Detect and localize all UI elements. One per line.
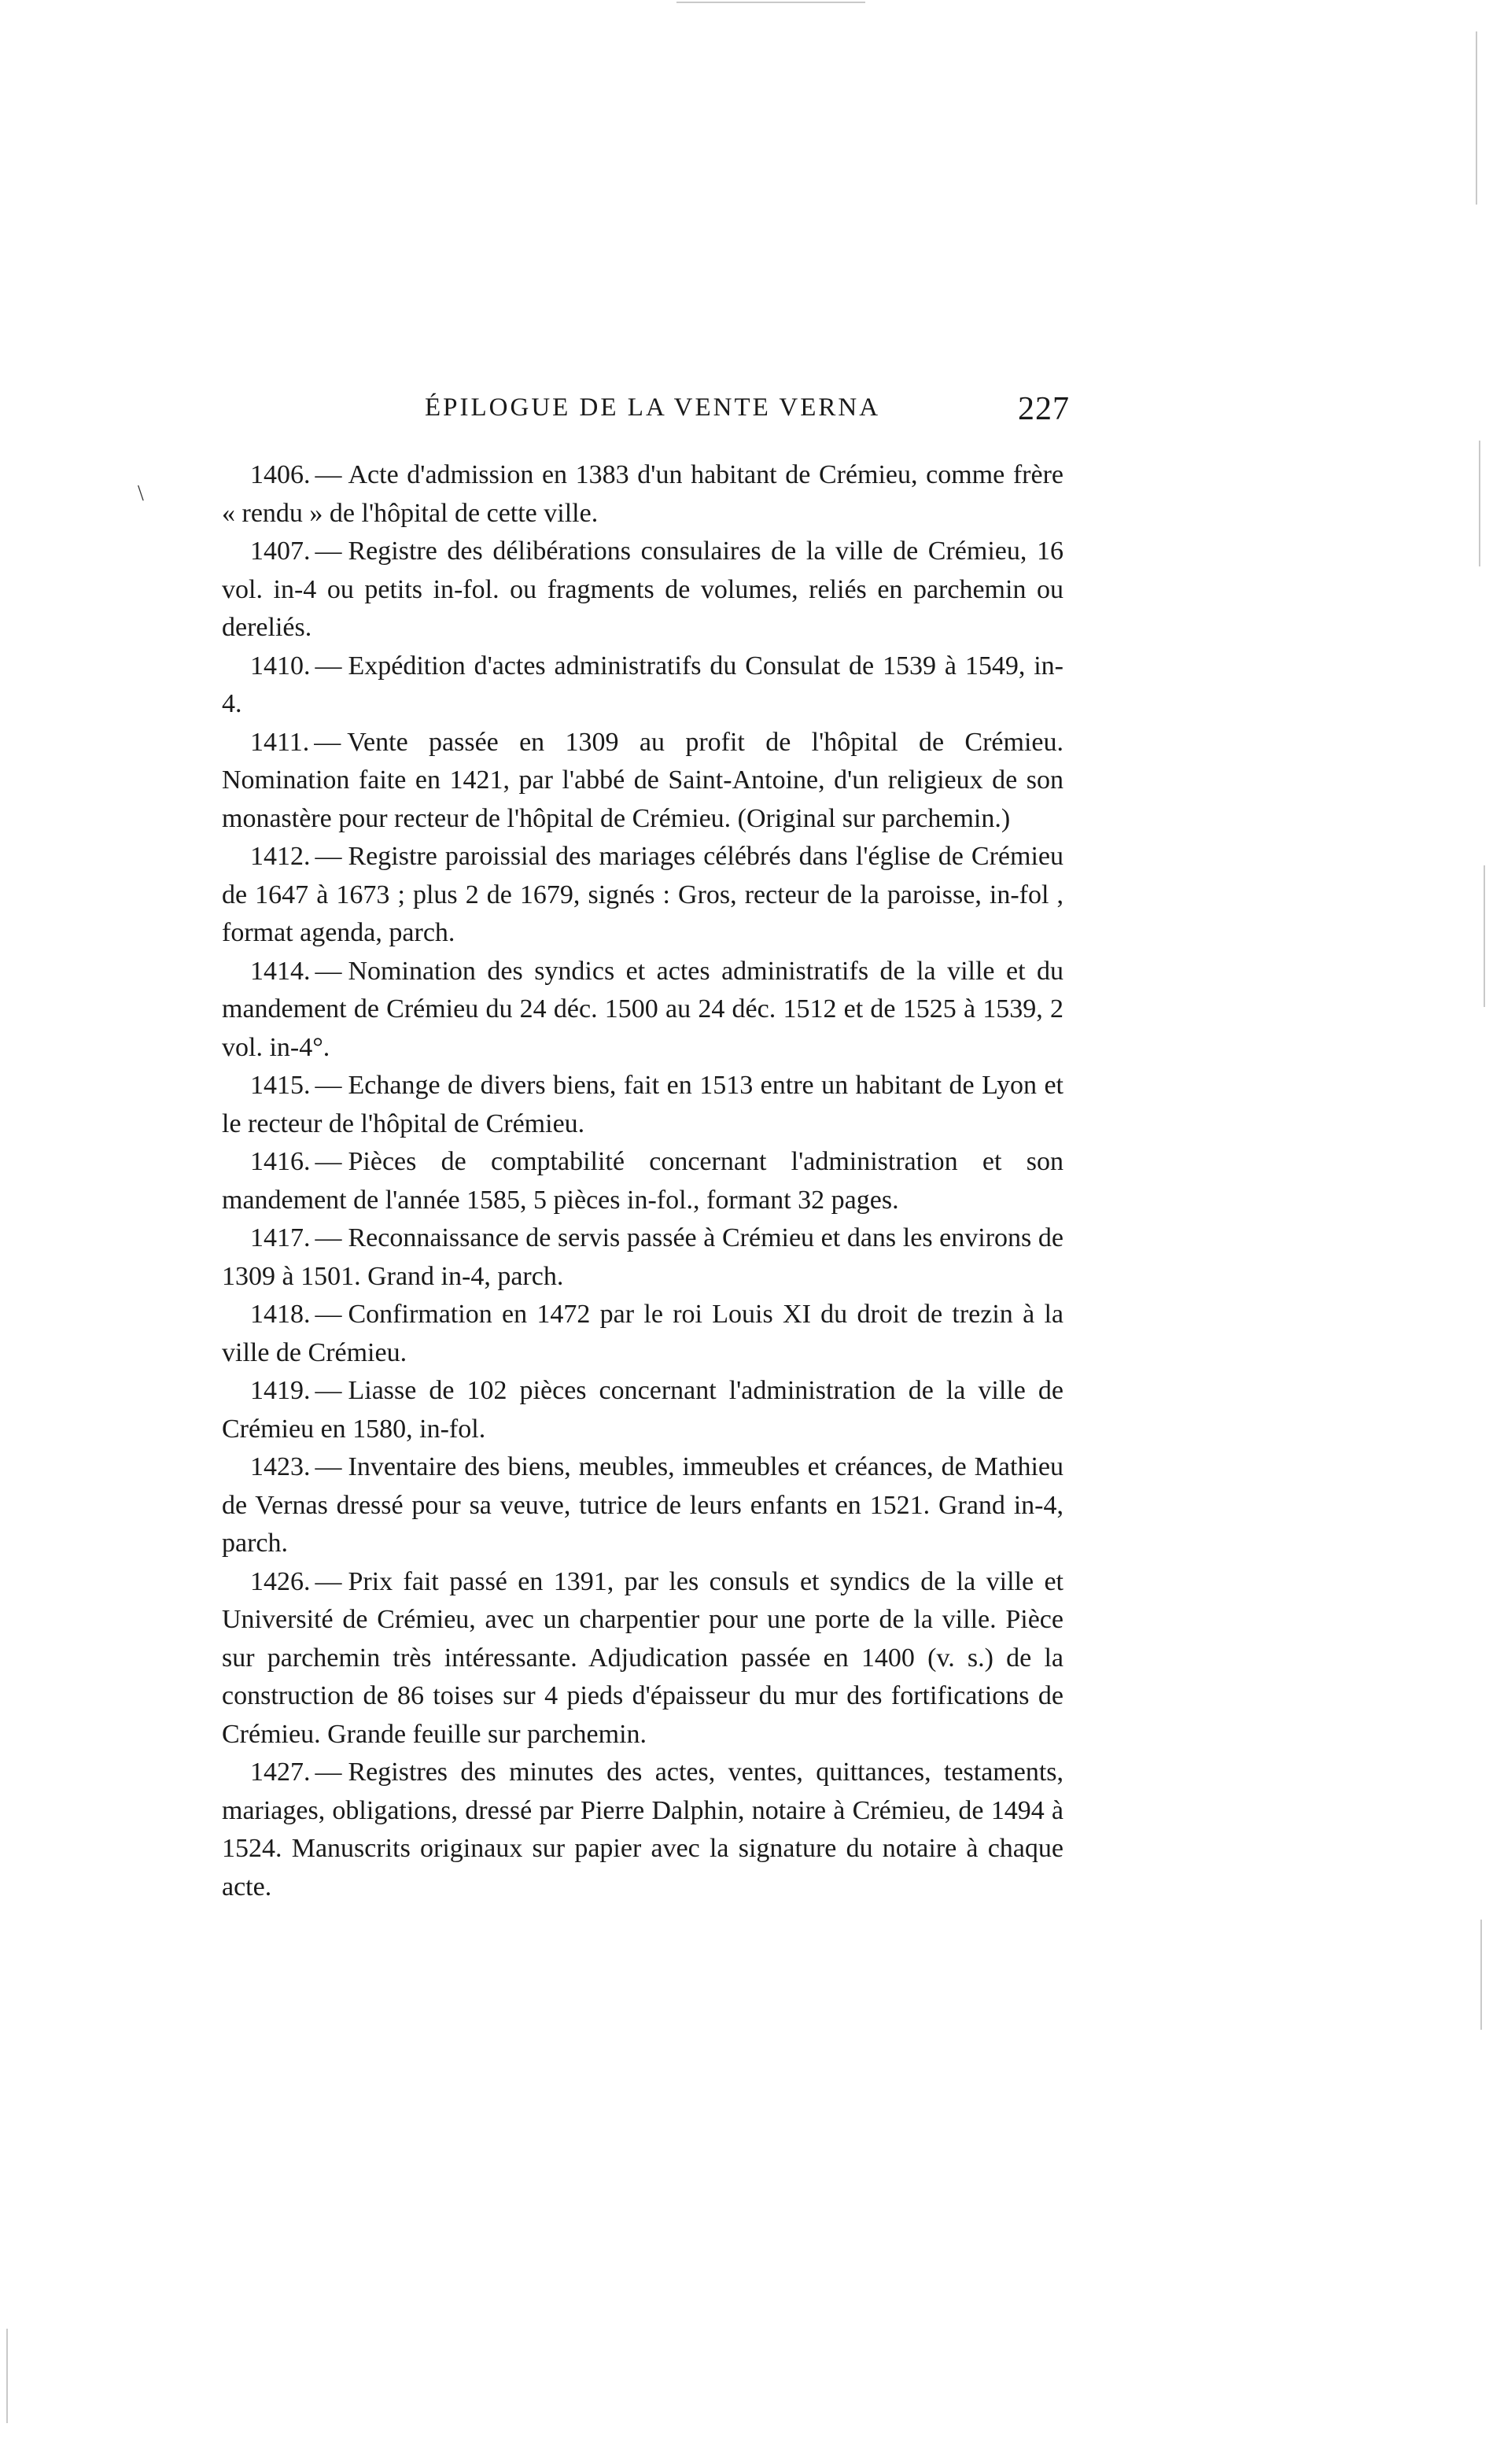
entry-number: 1417. bbox=[250, 1223, 311, 1252]
catalogue-entry: 1414. — Nomination des syndics et actes administratifs de la ville et du mandement de Crémieu du 24 déc. 1500 au 24 déc. 1512 et de 1525 à 1539, 2 vol. in-4°. bbox=[222, 956, 1063, 1062]
entry-number: 1415. bbox=[250, 1071, 311, 1100]
scan-mark bbox=[1479, 441, 1480, 566]
catalogue-entry: 1417. — Reconnaissance de servis passée à Crémieu et dans les environs de 1309 à 1501. Grand in-4, parch. bbox=[222, 1223, 1063, 1291]
entry-number: 1407. bbox=[250, 537, 311, 566]
catalogue-entry: 1412. — Registre paroissial des mariages célébrés dans l'église de Crémieu de 1647 à 1673 ; plus 2 de 1679, signés : Gros, recteur de la paroisse, in-fol , format agenda, parch. bbox=[222, 842, 1063, 947]
entry-text: Registre paroissial des mariages célébrés dans l'église de Crémieu de 1647 à 1673 ; plus 2 de 1679, signés : Gros, recteur de la paroisse, in-fol , format agenda, parch. bbox=[222, 842, 1063, 947]
catalogue-entry: 1406. — Acte d'admission en 1383 d'un habitant de Crémieu, comme frère « rendu » de l'hôpital de cette ville. bbox=[222, 460, 1063, 528]
catalogue-entry: 1426. — Prix fait passé en 1391, par les consuls et syndics de la ville et Université de Crémieu, avec un charpentier pour une porte de la ville. Pièce sur parchemin très intéressante. Adjudication passée en 1400 (v. s.) de la construction de 86 toises sur 4 pieds d'épaisseur du mur des fortifications de Crémieu. Grande feuille sur parchemin. bbox=[222, 1566, 1063, 1749]
entry-number: 1427. bbox=[250, 1758, 311, 1787]
entry-text: Echange de divers biens, fait en 1513 entre un habitant de Lyon et le recteur de l'hôpital de Crémieu. bbox=[222, 1071, 1063, 1138]
entry-number: 1410. bbox=[250, 651, 311, 681]
entry-text: Prix fait passé en 1391, par les consuls et syndics de la ville et Université de Crémieu, avec un charpentier pour une porte de la ville. Pièce sur parchemin très intéressante. Adjudication passée en 1400 (v. s.) de la construction de 86 toises sur 4 pieds d'épaisseur du mur des fortifications de Crémieu. Grande feuille sur parchemin. bbox=[222, 1566, 1063, 1749]
entry-text: Nomination des syndics et actes administratifs de la ville et du mandement de Crémieu du 24 déc. 1500 au 24 déc. 1512 et de 1525 à 1539, 2 vol. in-4°. bbox=[222, 956, 1063, 1062]
scan-mark bbox=[1476, 31, 1477, 205]
entry-text: Reconnaissance de servis passée à Crémieu et dans les environs de 1309 à 1501. Grand in-4, parch. bbox=[222, 1223, 1063, 1291]
entry-number: 1414. bbox=[250, 956, 311, 986]
entry-text: Inventaire des biens, meubles, immeubles et créances, de Mathieu de Vernas dressé pour sa veuve, tutrice de leurs enfants en 1521. Grand in-4, parch. bbox=[222, 1452, 1063, 1558]
catalogue-entry: 1416. — Pièces de comptabilité concernant l'administration et son mandement de l'année 1585, 5 pièces in-fol., formant 32 pages. bbox=[222, 1147, 1063, 1215]
entry-number: 1418. bbox=[250, 1300, 311, 1329]
catalogue-entries bbox=[222, 456, 1063, 1906]
scan-mark bbox=[676, 2, 865, 3]
entry-text: Pièces de comptabilité concernant l'administration et son mandement de l'année 1585, 5 pièces in-fol., formant 32 pages. bbox=[222, 1147, 1063, 1215]
entry-number: 1416. bbox=[250, 1147, 311, 1176]
scan-mark bbox=[6, 2329, 8, 2423]
entry-text: Liasse de 102 pièces concernant l'administration de la ville de Crémieu en 1580, in-fol. bbox=[222, 1376, 1063, 1444]
entry-number: 1411. bbox=[250, 727, 310, 757]
catalogue-entry: 1415. — Echange de divers biens, fait en 1513 entre un habitant de Lyon et le recteur de l'hôpital de Crémieu. bbox=[222, 1071, 1063, 1138]
entry-text: Acte d'admission en 1383 d'un habitant de Crémieu, comme frère « rendu » de l'hôpital de cette ville. bbox=[222, 460, 1063, 528]
running-head bbox=[425, 393, 1070, 441]
entry-text: Expédition d'actes administratifs du Consulat de 1539 à 1549, in-4. bbox=[222, 651, 1063, 718]
running-title: ÉPILOGUE DE LA VENTE VERNA bbox=[425, 393, 881, 422]
entry-text: Registre des délibérations consulaires de la ville de Crémieu, 16 vol. in-4 ou petits in-fol. ou fragments de volumes, reliés en parchemin ou dereliés. bbox=[222, 537, 1063, 642]
scan-mark bbox=[1484, 865, 1485, 1007]
catalogue-entry: 1423. — Inventaire des biens, meubles, immeubles et créances, de Mathieu de Vernas dressé pour sa veuve, tutrice de leurs enfants en 1521. Grand in-4, parch. bbox=[222, 1452, 1063, 1558]
page-number: 227 bbox=[1018, 391, 1070, 427]
entry-number: 1412. bbox=[250, 842, 311, 871]
catalogue-entry: 1427. — Registres des minutes des actes, ventes, quittances, testaments, mariages, obligations, dressé par Pierre Dalphin, notaire à Crémieu, de 1494 à 1524. Manuscrits originaux sur papier avec la signature du notaire à chaque acte. bbox=[222, 1758, 1063, 1901]
scan-mark bbox=[1480, 1920, 1482, 2030]
entry-text: Registres des minutes des actes, ventes, quittances, testaments, mariages, obligations, dressé par Pierre Dalphin, notaire à Crémieu, de 1494 à 1524. Manuscrits originaux sur papier avec la signature du notaire à chaque acte. bbox=[222, 1758, 1063, 1901]
catalogue-entry: 1419. — Liasse de 102 pièces concernant l'administration de la ville de Crémieu en 1580, in-fol. bbox=[222, 1376, 1063, 1444]
entry-text: Vente passée en 1309 au profit de l'hôpital de Crémieu. Nomination faite en 1421, par l'abbé de Saint-Antoine, d'un religieux de son monastère pour recteur de l'hôpital de Crémieu. (Original sur parchemin.) bbox=[222, 727, 1063, 833]
entry-number: 1419. bbox=[250, 1376, 311, 1405]
entry-number: 1406. bbox=[250, 460, 311, 489]
catalogue-entry: 1411. — Vente passée en 1309 au profit de l'hôpital de Crémieu. Nomination faite en 1421, par l'abbé de Saint-Antoine, d'un religieux de son monastère pour recteur de l'hôpital de Crémieu. (Original sur parchemin.) bbox=[222, 727, 1063, 833]
catalogue-entry: 1410. — Expédition d'actes administratifs du Consulat de 1539 à 1549, in-4. bbox=[222, 651, 1063, 718]
catalogue-entry: 1407. — Registre des délibérations consulaires de la ville de Crémieu, 16 vol. in-4 ou petits in-fol. ou fragments de volumes, reliés en parchemin ou dereliés. bbox=[222, 537, 1063, 642]
catalogue-entry: 1418. — Confirmation en 1472 par le roi Louis XI du droit de trezin à la ville de Crémieu. bbox=[222, 1300, 1063, 1367]
entry-text: Confirmation en 1472 par le roi Louis XI du droit de trezin à la ville de Crémieu. bbox=[222, 1300, 1063, 1367]
entry-number: 1423. bbox=[250, 1452, 311, 1481]
entry-number: 1426. bbox=[250, 1566, 311, 1596]
margin-mark: \ bbox=[138, 481, 144, 506]
